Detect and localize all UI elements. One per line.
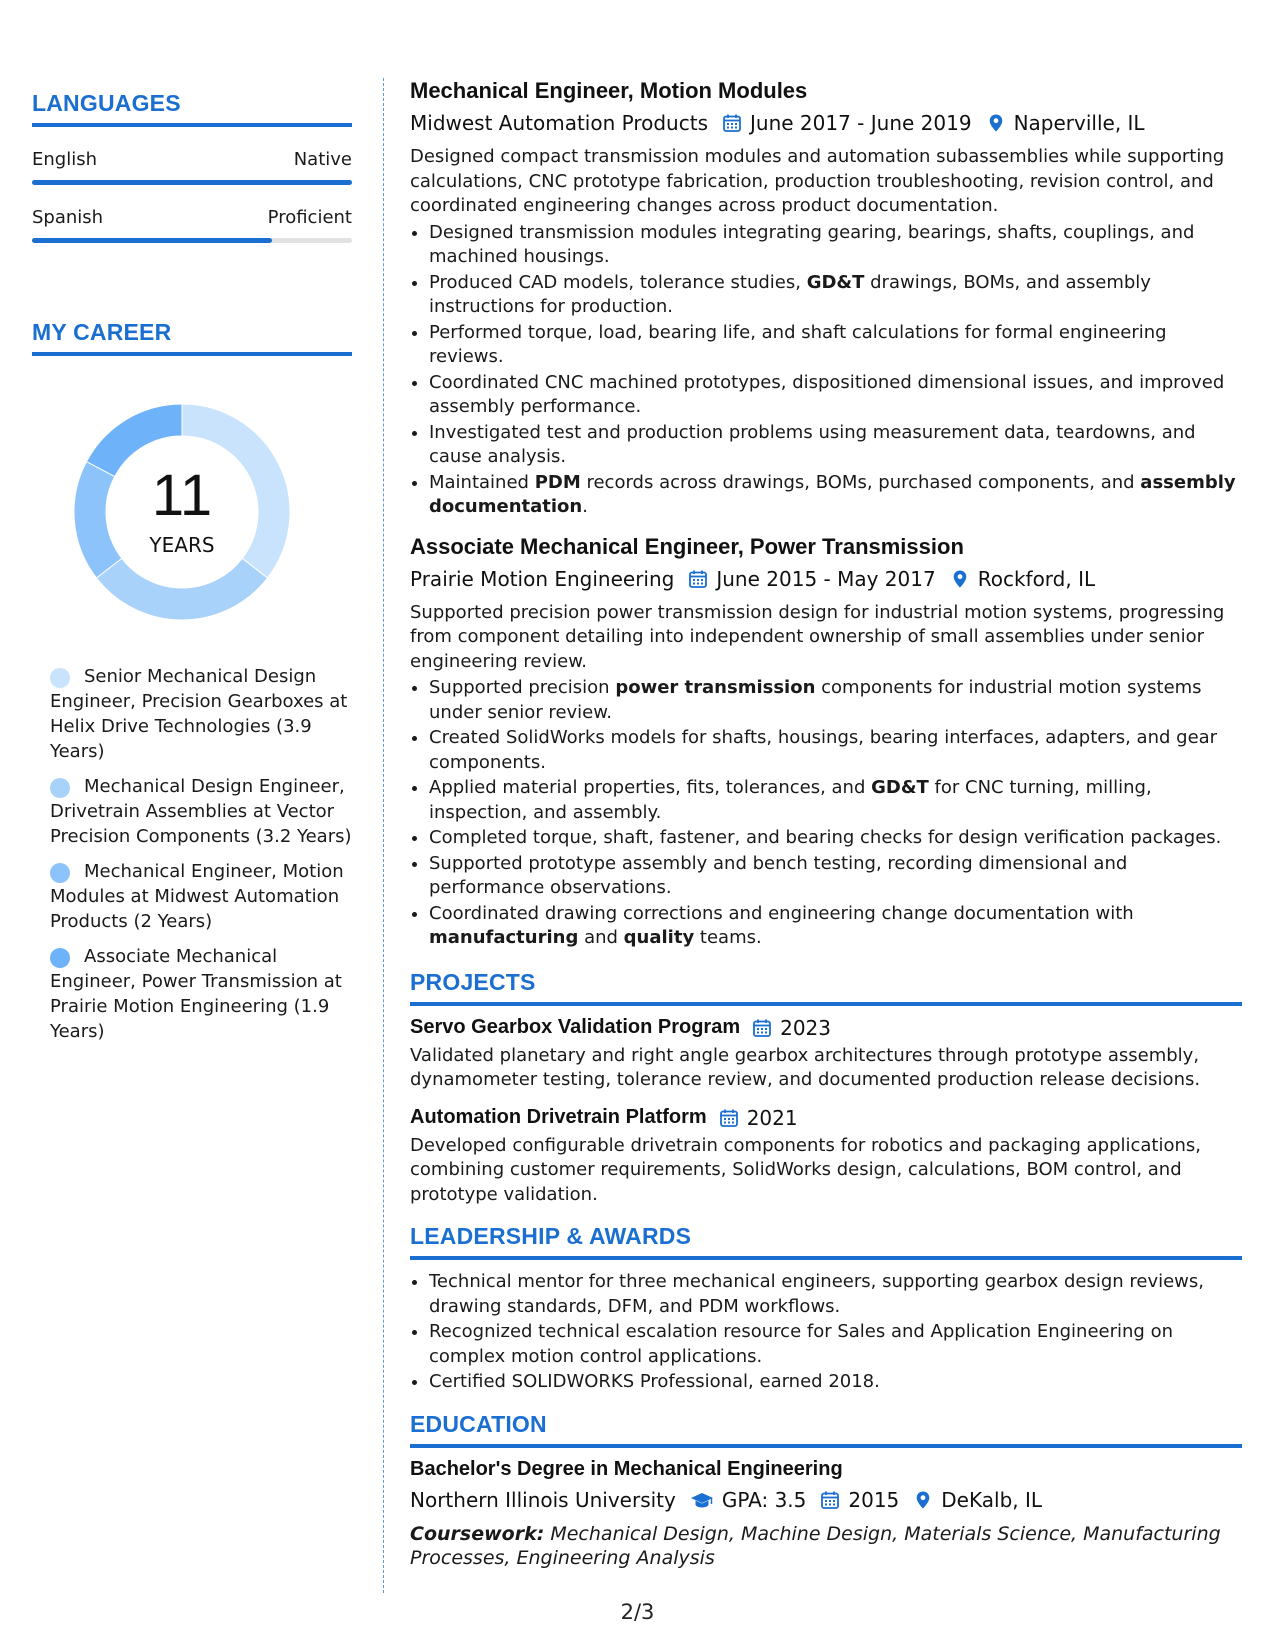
job-bullet: • Investigated test and production problems using measurement data, teardowns, and cause analysis. [429,421,1242,470]
project-entry [410,1016,1242,1093]
education-meta [410,1488,1242,1512]
career-legend [50,664,352,1044]
project-year: 2023 [780,1015,832,1040]
leadership-list [410,1270,1242,1395]
job-bullet: • Applied material properties, fits, tolerances, and GD&T for CNC turning, milling, inspection, and assembly. [429,776,1242,825]
leadership-item: • Certified SOLIDWORKS Professional, earned 2018. [429,1370,1242,1395]
graduation-cap-icon [690,1490,714,1510]
job-bullet: • Completed torque, shaft, fastener, and bearing checks for design verification packages. [429,826,1242,851]
coursework-list: Mechanical Design, Machine Design, Materials Science, Manufacturing Processes, Engineering Analysis [410,1522,1221,1569]
job-bullet: • Maintained PDM records across drawings, BOMs, purchased components, and assembly documentation. [429,471,1242,520]
language-proficiency-bar [32,238,352,243]
language-level: Native [293,149,352,170]
location-pin-icon [950,569,970,589]
school-location: DeKalb, IL [941,1487,1043,1512]
job-summary: Designed compact transmission modules and automation subassemblies while supporting calculations, CNC prototype fabrication, production troubleshooting, revision control, and coordinated engineering changes across product documentation. [410,146,1225,216]
page-number: 2/3 [620,1600,655,1624]
leadership-item: • Recognized technical escalation resource for Sales and Application Engineering on complex motion control applications. [429,1320,1242,1369]
career-legend-item [50,944,352,1044]
job-bullet: • Produced CAD models, tolerance studies, GD&T drawings, BOMs, and assembly instructions for production. [429,271,1242,320]
job-title: Associate Mechanical Engineer, Power Transmission [410,533,964,559]
job-bullets [410,676,1242,951]
language-name: Spanish [32,207,104,228]
language-proficiency-fill [32,180,352,185]
career-legend-text: Senior Mechanical Design Engineer, Precision Gearboxes at Helix Drive Technologies (3.9 Years) [50,666,348,762]
legend-dot [50,863,70,883]
job-title: Mechanical Engineer, Motion Modules [410,78,808,103]
school-name: Northern Illinois University [410,1487,676,1512]
career-legend-item [50,859,352,934]
job-location: Naperville, IL [1013,111,1145,135]
career-years-number: 11 [151,463,213,528]
project-description: Developed configurable drivetrain components for robotics and packaging applications, combining customer requirements, SolidWorks design, calculations, BOM control, and prototype validation. [410,1134,1201,1205]
career-legend-text: Mechanical Design Engineer, Drivetrain Assemblies at Vector Precision Components (3.2 Years) [50,776,352,847]
gpa: GPA: 3.5 [721,1487,807,1512]
language-level: Proficient [267,207,352,228]
job-dates: June 2015 - May 2017 [716,566,936,591]
job-meta [410,567,1242,591]
calendar-icon [719,1108,739,1128]
job-summary: Supported precision power transmission design for industrial motion systems, progressing from component detailing into independent ownership of small assemblies under senior engineering review. [410,601,1225,672]
calendar-icon [688,569,708,589]
job-bullets [410,221,1242,520]
job-company: Prairie Motion Engineering [410,566,675,591]
project-name: Servo Gearbox Validation Program [410,1016,741,1038]
education-heading: EDUCATION [410,1411,1242,1448]
legend-dot [50,668,70,688]
career-legend-item [50,664,352,764]
languages-heading: LANGUAGES [32,90,352,127]
career-legend-text: Associate Mechanical Engineer, Power Transmission at Prairie Motion Engineering (1.9 Years) [50,946,342,1042]
job-dates: June 2017 - June 2019 [750,111,972,135]
job-bullet: • Created SolidWorks models for shafts, housings, bearing interfaces, adapters, and gear components. [429,726,1242,775]
job-bullet: • Performed torque, load, bearing life, and shaft calculations for formal engineering reviews. [429,321,1242,370]
job-entry [410,78,1242,520]
career-legend-item [50,774,352,849]
project-description: Validated planetary and right angle gearbox architectures through prototype assembly, dynamometer testing, tolerance review, and documented production release decisions. [410,1044,1201,1090]
leadership-item: • Technical mentor for three mechanical engineers, supporting gearbox design reviews, drawing standards, DFM, and PDM workflows. [429,1270,1242,1319]
projects-heading: PROJECTS [410,969,1242,1006]
job-bullet: • Supported prototype assembly and bench testing, recording dimensional and performance observations. [429,852,1242,901]
job-meta [410,111,1242,135]
language-proficiency-bar [32,180,352,185]
degree-title: Bachelor's Degree in Mechanical Engineering [410,1457,843,1480]
main-content [410,78,1242,1571]
project-year: 2021 [746,1105,798,1130]
graduation-year: 2015 [848,1487,900,1512]
column-divider [383,78,384,1593]
job-bullet: • Coordinated drawing corrections and engineering change documentation with manufacturing and quality teams. [429,902,1242,951]
language-proficiency-fill [32,238,272,243]
job-entry [410,534,1242,951]
job-bullet: • Supported precision power transmission components for industrial motion systems under senior review. [429,676,1242,725]
calendar-icon [820,1490,840,1510]
language-name: English [32,149,97,170]
job-bullet: • Coordinated CNC machined prototypes, dispositioned dimensional issues, and improved assembly performance. [429,371,1242,420]
calendar-icon [722,113,742,133]
location-pin-icon [913,1490,933,1510]
coursework [410,1522,1242,1571]
education-entry [410,1458,1242,1571]
career-years-unit: YEARS [149,533,215,557]
location-pin-icon [986,113,1006,133]
calendar-icon [752,1018,772,1038]
job-bullet: • Designed transmission modules integrating gearing, bearings, shafts, couplings, and machined housings. [429,221,1242,270]
language-item [32,149,352,185]
project-name: Automation Drivetrain Platform [410,1106,707,1128]
project-entry [410,1106,1242,1208]
coursework-label: Coursework: [410,1522,545,1545]
job-location: Rockford, IL [977,566,1096,591]
leadership-heading: LEADERSHIP & AWARDS [410,1223,1242,1260]
career-donut-chart [66,396,298,628]
sidebar [32,90,352,1054]
legend-dot [50,948,70,968]
career-heading: MY CAREER [32,319,352,356]
job-company: Midwest Automation Products [410,111,708,135]
career-legend-text: Mechanical Engineer, Motion Modules at Midwest Automation Products (2 Years) [50,861,344,932]
legend-dot [50,778,70,798]
language-item [32,207,352,243]
